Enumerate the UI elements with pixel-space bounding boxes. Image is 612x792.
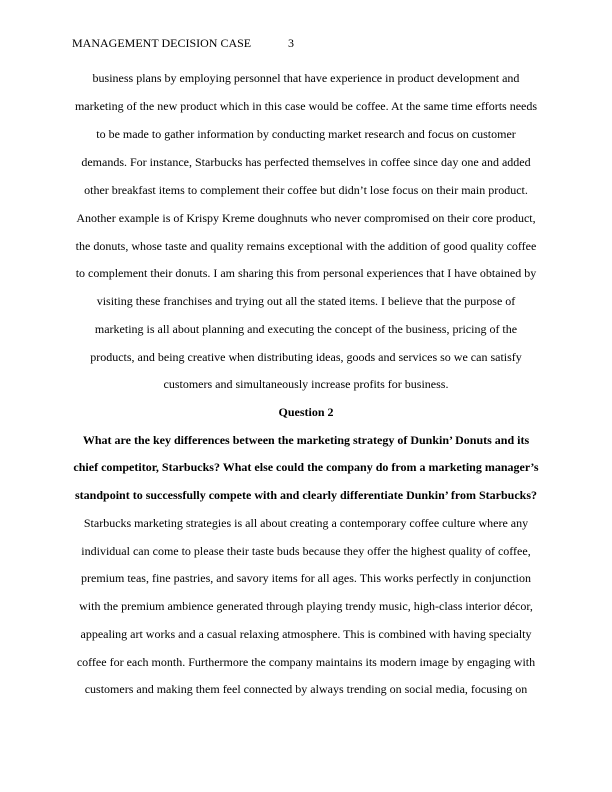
paragraph-line: marketing is all about planning and executing the concept of the business, pricing of the — [94, 322, 518, 336]
section-heading: Question 2 — [278, 405, 334, 419]
page-number: 3 — [288, 36, 294, 50]
paragraph-line: customers and making them feel connected by always trending on social media, focusing on — [84, 682, 528, 696]
question-line: What are the key differences between the marketing strategy of Dunkin’ Donuts and its — [82, 433, 530, 447]
paragraph-line: the donuts, whose taste and quality remains exceptional with the addition of good quality coffee — [75, 239, 537, 253]
paragraph-line: customers and simultaneously increase profits for business. — [163, 377, 449, 391]
question-line: standpoint to successfully compete with and clearly differentiate Dunkin’ from Starbucks? — [75, 488, 537, 502]
question-line: chief competitor, Starbucks? What else could the company do from a marketing manager’s — [73, 460, 539, 474]
paragraph-line: demands. For instance, Starbucks has perfected themselves in coffee since day one and added — [81, 155, 531, 169]
paragraph-line: with the premium ambience generated through playing trendy music, high-class interior décor, — [79, 599, 533, 613]
paragraph-line: business plans by employing personnel that have experience in product development and — [92, 71, 520, 85]
paragraph-line: appealing art works and a casual relaxing atmosphere. This is combined with having specialty — [80, 627, 532, 641]
paragraph-line: individual can come to please their taste buds because they offer the highest quality of coffee, — [81, 544, 531, 558]
paragraph-line: premium teas, fine pastries, and savory items for all ages. This works perfectly in conjunction — [81, 571, 531, 585]
paragraph-line: Another example is of Krispy Kreme doughnuts who never compromised on their core product, — [76, 211, 536, 225]
paragraph-line: marketing of the new product which in this case would be coffee. At the same time efforts needs — [74, 99, 538, 113]
paragraph-line: other breakfast items to complement their coffee but didn’t lose focus on their main product. — [84, 183, 528, 197]
running-head: MANAGEMENT DECISION CASE — [72, 36, 252, 50]
paragraph-line: coffee for each month. Furthermore the company maintains its modern image by engaging with — [76, 655, 536, 669]
paragraph-line: products, and being creative when distributing ideas, goods and services so we can satisfy — [90, 350, 522, 364]
paragraph-line: to complement their donuts. I am sharing this from personal experiences that I have obtained by — [75, 266, 537, 280]
paragraph-line: to be made to gather information by conducting market research and focus on customer — [96, 127, 516, 141]
paragraph-line: Starbucks marketing strategies is all about creating a contemporary coffee culture where any — [83, 516, 529, 530]
paragraph-line: visiting these franchises and trying out all the stated items. I believe that the purpose of — [96, 294, 516, 308]
